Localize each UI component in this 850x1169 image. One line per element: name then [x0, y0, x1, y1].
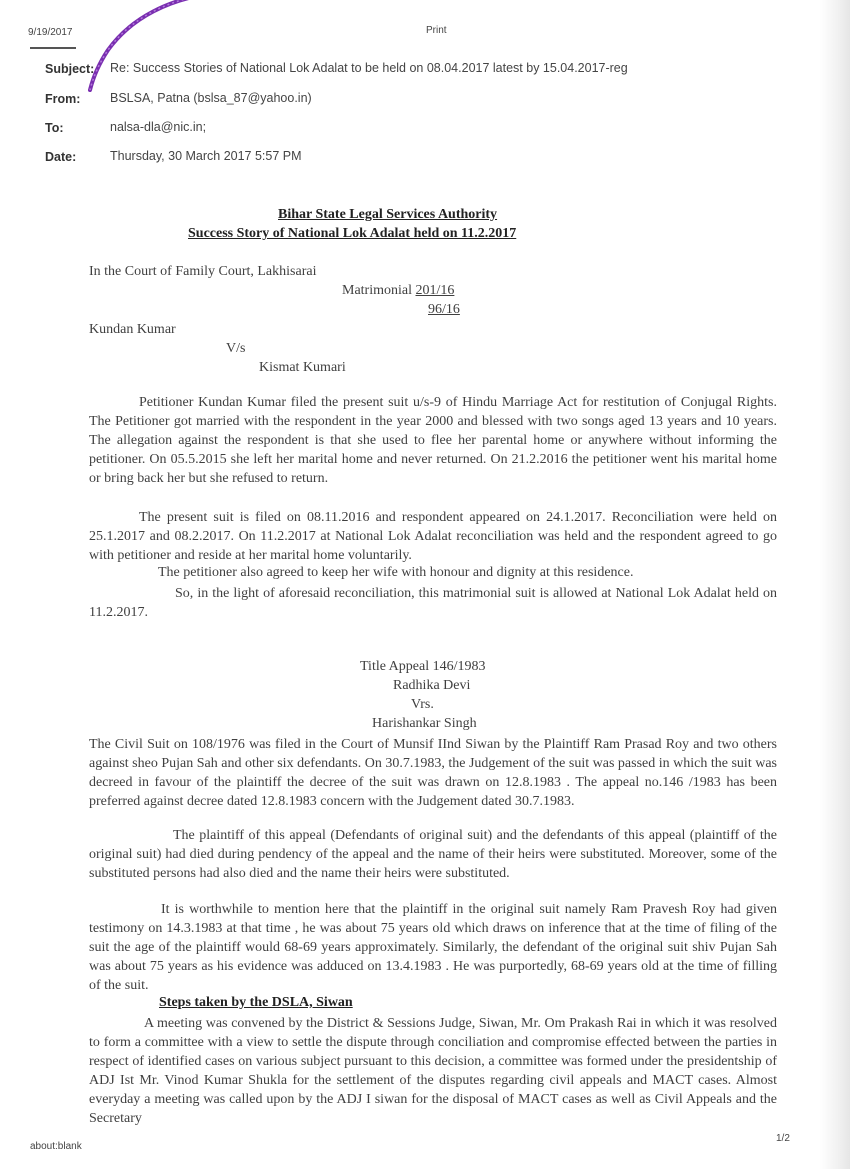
paragraph-conclusion: So, in the light of aforesaid reconciliation, this matrimonial suit is allowed at National Lok Adalat held on 11.2.2017.	[89, 586, 777, 620]
appeal-respondent: Harishankar Singh	[372, 716, 477, 731]
steps-heading: Steps taken by the DSLA, Siwan	[159, 995, 353, 1010]
print-title: Print	[426, 25, 447, 36]
paragraph-testimony: It is worthwhile to mention here that the plaintiff in the original suit namely Ram Pravesh Roy had given testimony on 14.3.1983 at that time , he was about 75 years old which draws on inference that at the time of filing of the suit the age of the plaintiff would 68-69 years approximately. Similarly, the defendant of the original suit shiv Pujan Sah was about 75 years as his evidence was adduced on 13.4.1983 . He was purportedly, 68-69 years old at the time of filling of the suit.	[89, 902, 777, 993]
appeal-versus: Vrs.	[411, 697, 434, 712]
footer-page-number: 1/2	[776, 1133, 790, 1144]
paragraph-heirs-substituted: The plaintiff of this appeal (Defendants of original suit) and the defendants of this appeal (plaintiff of the original suit) had died during pendency of the appeal and the name of their heirs were substituted. Moreover, some of the substituted persons had also died and the name their heirs were substituted.	[89, 828, 777, 881]
case-number-1: 201/16	[415, 283, 455, 298]
matrimonial-case	[342, 283, 454, 299]
margin-mark	[30, 47, 76, 49]
footer-url: about:blank	[30, 1141, 82, 1152]
scan-page-edge	[820, 0, 850, 1169]
paragraph-meeting: A meeting was convened by the District & Sessions Judge, Siwan, Mr. Om Prakash Rai in which it was resolved to form a committee with a view to settle the dispute through conciliation and compromise effected between the parties in respect of identified cases on various subject pursuant to this decision, a committee was formed under the presidentship of ADJ Ist Mr. Vinod Kumar Shukla for the settlement of the disputes regarding civil appeals and MACT cases. Almost everyday a meeting was called upon by the ADJ I siwan for the disposal of MACT cases as well as Civil Appeals and the Secretary	[89, 1016, 777, 1126]
paragraph-petition: Petitioner Kundan Kumar filed the present suit u/s-9 of Hindu Marriage Act for restitution of Conjugal Rights. The Petitioner got married with the respondent in the year 2000 and blessed with two songs aged 13 years and 10 years. The allegation against the respondent is that she used to flee her parental home or anywhere without informing the petitioner. On 05.5.2015 she left her marital home and never returned. On 21.2.2016 the petitioner went his marital home or bring back her but she refused to return.	[89, 395, 777, 486]
paragraph-agreement: The petitioner also agreed to keep her wife with honour and dignity at this residence.	[158, 565, 634, 580]
binding-cord-image	[78, 0, 208, 100]
to-value: nalsa-dla@nic.in;	[110, 120, 207, 134]
print-date: 9/19/2017	[28, 27, 73, 38]
subject-label: Subject:	[45, 62, 95, 76]
subject-value: Re: Success Stories of National Lok Adalat to be held on 08.04.2017 latest by 15.04.2017-reg	[110, 61, 628, 75]
matrimonial-label: Matrimonial	[342, 283, 412, 298]
from-value: BSLSA, Patna (bslsa_87@yahoo.in)	[110, 91, 312, 105]
date-value: Thursday, 30 March 2017 5:57 PM	[110, 149, 302, 163]
petitioner-name: Kundan Kumar	[89, 322, 176, 337]
court-name: In the Court of Family Court, Lakhisarai	[89, 264, 317, 279]
paragraph-civil-suit: The Civil Suit on 108/1976 was filed in the Court of Munsif IInd Siwan by the Plaintiff Ram Prasad Roy and two others against sheo Pujan Sah and other six defendants. On 30.7.1983, the Judgement of the suit was passed in which the suit was decreed in favour of the plaintiff the decree of the suit was drawn on 12.8.1983 . The appeal no.146 /1983 has been preferred against decree dated 12.8.1983 concern with the Judgement dated 30.7.1983.	[89, 737, 777, 809]
to-label: To:	[45, 121, 64, 135]
from-label: From:	[45, 92, 81, 106]
respondent-name: Kismat Kumari	[259, 360, 346, 375]
paragraph-suit-filing: The present suit is filed on 08.11.2016 and respondent appeared on 24.1.2017. Reconciliation were held on 25.1.2017 and 08.2.2017. On 11.2.2017 at National Lok Adalat reconciliation was held and the respondent agreed to go with petitioner and reside at her marital home voluntarily.	[89, 510, 777, 563]
doc-title-authority: Bihar State Legal Services Authority	[278, 207, 498, 222]
case-number-2: 96/16	[428, 302, 460, 317]
doc-title-success-story: Success Story of National Lok Adalat held on 11.2.2017	[188, 226, 517, 241]
date-label: Date:	[45, 150, 77, 164]
versus-label: V/s	[226, 341, 246, 356]
appeal-title: Title Appeal 146/1983	[360, 659, 486, 674]
appeal-appellant: Radhika Devi	[393, 678, 471, 693]
